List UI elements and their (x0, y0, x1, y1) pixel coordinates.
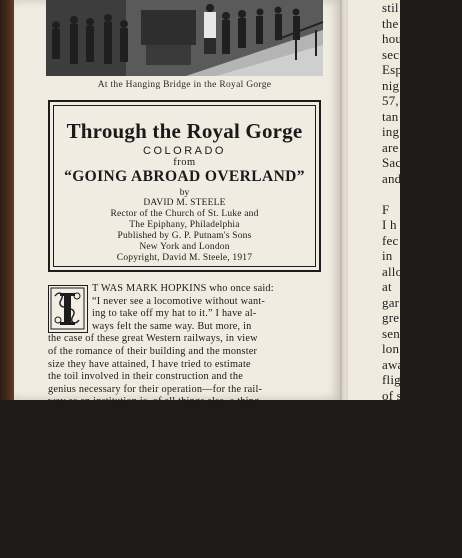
right-page-line: Esp (382, 62, 462, 78)
right-page-line: awa (382, 357, 462, 373)
right-page-line: allo (382, 264, 462, 280)
body-line-4: ways felt the same way. But more, in (48, 321, 329, 334)
right-page-line: lon (382, 341, 462, 357)
author-role-2: The Epiphany, Philadelphia (54, 220, 315, 231)
body-line-10: way as an institution is, of all things else, a thing (48, 396, 329, 409)
right-page-line: gre (382, 310, 462, 326)
right-page-line: hou (382, 31, 462, 47)
article-subtitle: COLORADO (54, 145, 315, 157)
from-label: from (54, 157, 315, 168)
by-label: by (54, 188, 315, 198)
right-page-line: ille (382, 419, 462, 435)
body-line-1: T WAS MARK HOPKINS who once said: (48, 283, 329, 296)
right-page-text-column (382, 0, 462, 558)
right-page-line: the (382, 16, 462, 32)
right-page-line: stil (382, 0, 462, 16)
right-page-line: C (382, 481, 462, 497)
body-line-8: the toil involved in their construction and the (48, 371, 329, 384)
book-title: “GOING ABROAD OVERLAND” (54, 168, 315, 186)
right-page-line: in (382, 248, 462, 264)
title-box (48, 100, 321, 272)
article-body (48, 283, 329, 409)
right-page-line: ing (382, 434, 462, 450)
right-page-line: F (382, 202, 462, 218)
background-edge (0, 0, 14, 400)
photo-caption: At the Hanging Bridge in the Royal Gorge (46, 80, 323, 90)
author-name: DAVID M. STEELE (54, 198, 315, 209)
publisher-location: New York and London (54, 242, 315, 253)
right-page-line (382, 465, 462, 481)
right-page-line: eng (382, 403, 462, 419)
body-line-9: genius necessary for their operation—for the rail- (48, 384, 329, 397)
right-page-line: the (382, 496, 462, 512)
copyright-line: Copyright, David M. Steele, 1917 (54, 253, 315, 264)
right-page-line: sen (382, 326, 462, 342)
right-page-line: I h (382, 217, 462, 233)
right-page-line: and (382, 171, 462, 187)
right-page (348, 0, 400, 400)
right-page-line: sec (382, 47, 462, 63)
body-line-7: size they have attained, I have tried to estimate (48, 359, 329, 372)
right-page-line: at (382, 279, 462, 295)
author-role-1: Rector of the Church of St. Luke and (54, 209, 315, 220)
article-title: Through the Royal Gorge (54, 119, 315, 144)
right-page-line: Sac (382, 155, 462, 171)
right-page-line: nig (382, 78, 462, 94)
right-page-line: sys (382, 512, 462, 528)
body-line-3: ing to take off my hat to it.” I have al- (48, 308, 329, 321)
right-page-line: ma (382, 450, 462, 466)
right-page-line: are (382, 140, 462, 156)
photo-illustration (46, 0, 323, 76)
right-page-line: fec (382, 233, 462, 249)
right-page-line (382, 186, 462, 202)
publisher-line: Published by G. P. Putnam's Sons (54, 231, 315, 242)
body-line-5: the case of these great Western railways, in view (48, 333, 329, 346)
right-page-line: gar (382, 295, 462, 311)
body-line-6: of the romance of their building and the monster (48, 346, 329, 359)
right-page-line: tan (382, 109, 462, 125)
right-page-line: of s (382, 388, 462, 404)
right-page-line: to c (382, 527, 462, 543)
hanging-bridge-photo (46, 0, 323, 76)
title-box-inner (53, 105, 316, 267)
right-page-line: ing (382, 124, 462, 140)
right-page-line: se (382, 543, 462, 558)
right-page-line: flig (382, 372, 462, 388)
body-line-2: “I never see a locomotive without want- (48, 296, 329, 309)
right-page-line: 57, (382, 93, 462, 109)
